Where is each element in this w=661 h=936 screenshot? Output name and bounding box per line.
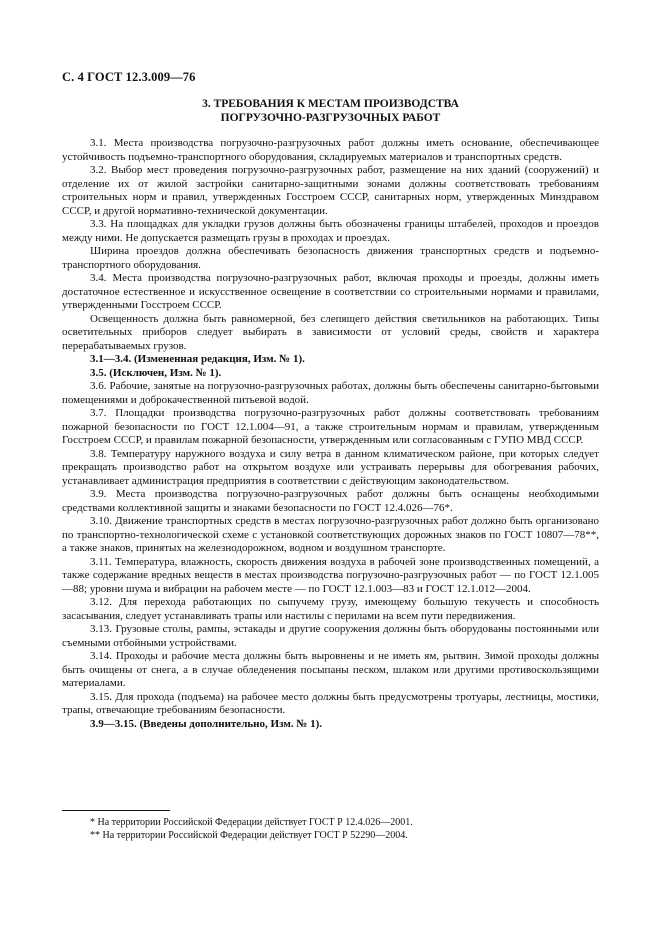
section-title <box>62 97 599 125</box>
paragraph-3-12: 3.12. Для перехода работающих по сыпучему грузу, имеющему большую текучесть и способность засасывания, следует устанавливать трапы или настилы с перилами на всем пути передвижения. <box>62 596 599 622</box>
section-title-line-1: 3. ТРЕБОВАНИЯ К МЕСТАМ ПРОИЗВОДСТВА <box>202 98 459 110</box>
footnote-2: ** На территории Российской Федерации действует ГОСТ Р 52290—2004. <box>90 830 408 841</box>
paragraph-3-1: 3.1. Места производства погрузочно-разгрузочных работ должны иметь основание, обеспечивающее устойчивость подъемно-транспортного оборудования, складируемых материалов и транспортных средств. <box>62 137 599 163</box>
paragraph-3-13: 3.13. Грузовые столы, рампы, эстакады и другие сооружения должны быть оборудованы постоянными или съемными отбойными устройствами. <box>62 623 599 649</box>
section-title-line-2: ПОГРУЗОЧНО-РАЗГРУЗОЧНЫХ РАБОТ <box>220 112 441 124</box>
section-body <box>62 137 599 731</box>
paragraph-3-4-lighting: Освещенность должна быть равномерной, без слепящего действия светильников на работающих. Типы осветительных приборов следует выбирать в зависимости от условий среды, свойств и характера перерабатываемых грузов. <box>62 312 599 352</box>
footnote-divider <box>62 810 170 811</box>
amendment-note-3-5: 3.5. (Исключен, Изм. № 1). <box>90 366 222 379</box>
paragraph-3-14: 3.14. Проходы и рабочие места должны быть выровнены и не иметь ям, рытвин. Зимой проходы должны быть очищены от снега, а в случае обледенения посыпаны песком, шлаком или другими противоскользящими материалами. <box>62 650 599 689</box>
paragraph-3-3-width: Ширина проездов должна обеспечивать безопасность движения транспортных средств и подъемно-транспортного оборудования. <box>62 245 599 271</box>
footnotes <box>62 816 599 842</box>
paragraph-3-2: 3.2. Выбор мест проведения погрузочно-разгрузочных работ, размещение на них зданий (сооружений) и отделение их от жилой застройки санитарно-защитными зонами должны соответствовать требованиям строительных норм и правил, утвержденных Госстроем СССР, санитарных норм, утвержденных Минздравом СССР, и другой нормативно-технической документации. <box>62 164 599 217</box>
footnote-1: * На территории Российской Федерации действует ГОСТ Р 12.4.026—2001. <box>90 817 413 828</box>
paragraph-3-15: 3.15. Для прохода (подъема) на рабочее место должны быть предусмотрены тротуары, лестницы, мостики, трапы, отвечающие требованиям безопасности. <box>62 690 599 716</box>
paragraph-3-3: 3.3. На площадках для укладки грузов должны быть обозначены границы штабелей, проходов и проездов между ними. Не допускается размещать грузы в проходах и проездах. <box>62 218 599 244</box>
paragraph-3-11: 3.11. Температура, влажность, скорость движения воздуха в рабочей зоне производственных помещений, а также содержание вредных веществ в местах производства погрузочно-разгрузочных работ — по ГОСТ 12.1.005—88; уровни шума и вибрации на рабочем месте — по ГОСТ 12.1.003—83 и ГОСТ 12.1.012—2004. <box>62 555 599 595</box>
paragraph-3-6: 3.6. Рабочие, занятые на погрузочно-разгрузочных работах, должны быть обеспечены санитарно-бытовыми помещениями и доброкачественной питьевой водой. <box>62 380 599 406</box>
page-header: С. 4 ГОСТ 12.3.009—76 <box>62 70 196 84</box>
amendment-note-3-1-3-4: 3.1—3.4. (Измененная редакция, Изм. № 1). <box>90 353 305 365</box>
paragraph-3-4: 3.4. Места производства погрузочно-разгрузочных работ, включая проходы и проезды, должны иметь достаточное естественное и искусственное освещение в соответствии со строительными нормами и правилами, утвержденными Госстроем СССР. <box>62 272 599 311</box>
amendment-note-3-9-3-15: 3.9—3.15. (Введены дополнительно, Изм. № 1). <box>90 717 323 730</box>
paragraph-3-9: 3.9. Места производства погрузочно-разгрузочных работ должны быть оснащены необходимыми средствами коллективной защиты и знаками безопасности по ГОСТ 12.4.026—76*. <box>62 488 599 514</box>
paragraph-3-8: 3.8. Температуру наружного воздуха и силу ветра в данном климатическом районе, при которых следует прекращать производство работ на открытом воздухе или устраивать перерывы для обогревания рабочих, устанавливает администрация предприятия в соответствии с действующим законодательством. <box>62 447 599 487</box>
paragraph-3-10: 3.10. Движение транспортных средств в местах погрузочно-разгрузочных работ должно быть организовано по транспортно-технологической схеме с установкой соответствующих дорожных знаков по ГОСТ 10807—78**, а также знаков, принятых на железнодорожном, водном и воздушном транспорте. <box>62 515 599 554</box>
paragraph-3-7: 3.7. Площадки производства погрузочно-разгрузочных работ должны соответствовать требованиям пожарной безопасности по ГОСТ 12.1.004—91, а также строительным нормам и правилам, утвержденным Госстроем СССР, и правилам пожарной безопасности, утвержденным или согласованным с ГУПО МВД СССР. <box>62 407 599 446</box>
